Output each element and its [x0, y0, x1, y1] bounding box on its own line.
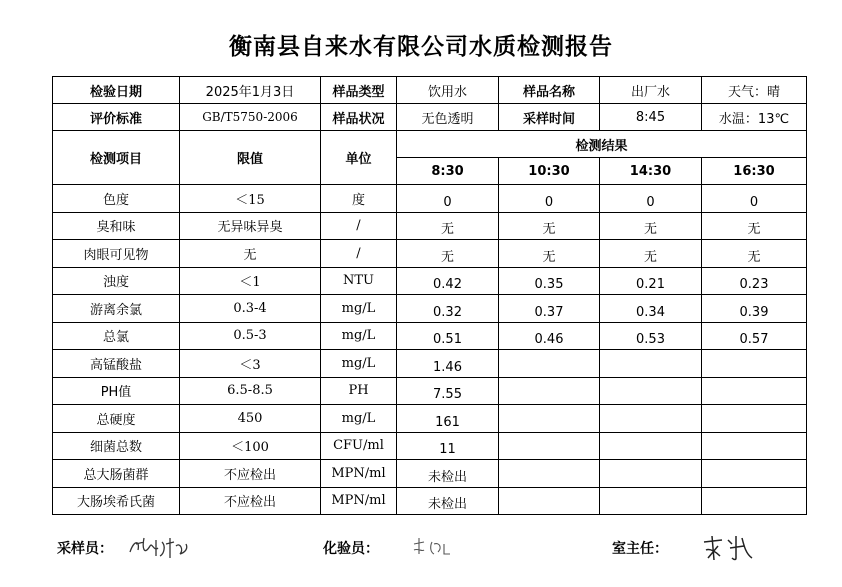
result-value: 无 [499, 240, 600, 268]
unit-value: mg/L [321, 350, 397, 378]
result-value [499, 350, 600, 378]
table-row [53, 240, 807, 268]
table-row [53, 405, 807, 433]
condition-label: 样品状况 [321, 104, 397, 131]
item-name: 总氯 [53, 322, 180, 350]
director-label: 室主任： [612, 541, 668, 557]
standard-value: GB/T5750-2006 [180, 104, 321, 131]
result-value [702, 487, 807, 515]
unit-value: MPN/ml [321, 487, 397, 515]
sample-type-label: 样品类型 [321, 77, 397, 104]
header-time: 14:30 [600, 158, 702, 185]
limit-value: ＜15 [180, 185, 321, 213]
result-value: 7.55 [397, 377, 499, 405]
result-value [702, 460, 807, 488]
result-value: 1.46 [397, 350, 499, 378]
result-value [702, 350, 807, 378]
item-name: PH值 [53, 377, 180, 405]
standard-label: 评价标准 [53, 104, 180, 131]
limit-value: ＜3 [180, 350, 321, 378]
result-value [702, 432, 807, 460]
report-title: 衡南县自来水有限公司水质检测报告 [229, 34, 613, 60]
result-value: 无 [600, 212, 702, 240]
unit-value: mg/L [321, 295, 397, 323]
result-value: 0 [499, 185, 600, 213]
sample-name-value: 出厂水 [600, 77, 702, 104]
item-name: 高锰酸盐 [53, 350, 180, 378]
header-time: 16:30 [702, 158, 807, 185]
result-value: 0.57 [702, 322, 807, 350]
result-value: 无 [499, 212, 600, 240]
item-name: 大肠埃希氏菌 [53, 487, 180, 515]
unit-value: PH [321, 377, 397, 405]
water-temperature: 水温：13℃ [702, 104, 807, 131]
sampling-time-value: 8:45 [600, 104, 702, 131]
limit-value: ＜1 [180, 267, 321, 295]
sample-name-label: 样品名称 [499, 77, 600, 104]
result-value: 161 [397, 405, 499, 433]
result-value: 0.32 [397, 295, 499, 323]
unit-value: / [321, 240, 397, 268]
unit-value: mg/L [321, 405, 397, 433]
limit-value: 不应检出 [180, 460, 321, 488]
limit-value: 0.3-4 [180, 295, 321, 323]
table-row [53, 377, 807, 405]
header-unit: 单位 [321, 131, 397, 185]
unit-value: CFU/ml [321, 432, 397, 460]
limit-value: 无异味异臭 [180, 212, 321, 240]
result-value [600, 487, 702, 515]
result-value [499, 432, 600, 460]
limit-value: 6.5-8.5 [180, 377, 321, 405]
sampler-label: 采样员： [57, 541, 113, 557]
meta-row-1 [53, 77, 807, 104]
result-value: 0.37 [499, 295, 600, 323]
result-value [499, 377, 600, 405]
item-name: 细菌总数 [53, 432, 180, 460]
header-limit: 限值 [180, 131, 321, 185]
table-row [53, 322, 807, 350]
date-label: 检验日期 [53, 77, 180, 104]
sample-type-value: 饮用水 [397, 77, 499, 104]
result-value [600, 460, 702, 488]
result-value: 无 [702, 212, 807, 240]
unit-value: NTU [321, 267, 397, 295]
item-name: 游离余氯 [53, 295, 180, 323]
result-value [600, 432, 702, 460]
table-row [53, 350, 807, 378]
result-value: 0.42 [397, 267, 499, 295]
table-row [53, 267, 807, 295]
item-name: 色度 [53, 185, 180, 213]
result-value: 0.53 [600, 322, 702, 350]
result-value: 0.21 [600, 267, 702, 295]
result-value [600, 377, 702, 405]
table-row [53, 460, 807, 488]
table-row [53, 487, 807, 515]
meta-row-2 [53, 104, 807, 131]
result-value [600, 350, 702, 378]
header-time: 8:30 [397, 158, 499, 185]
table-row [53, 212, 807, 240]
result-value [499, 487, 600, 515]
result-value: 无 [397, 212, 499, 240]
result-value [499, 405, 600, 433]
result-value: 无 [702, 240, 807, 268]
report-table [52, 76, 807, 515]
item-name: 臭和味 [53, 212, 180, 240]
table-row [53, 185, 807, 213]
data-rows [53, 185, 807, 515]
result-value: 0.39 [702, 295, 807, 323]
sampler-signature [126, 532, 190, 562]
sampling-time-label: 采样时间 [499, 104, 600, 131]
item-name: 总大肠菌群 [53, 460, 180, 488]
result-value [499, 460, 600, 488]
result-value: 0 [397, 185, 499, 213]
result-value: 11 [397, 432, 499, 460]
result-value: 未检出 [397, 487, 499, 515]
limit-value: ＜100 [180, 432, 321, 460]
header-item: 检测项目 [53, 131, 180, 185]
unit-value: MPN/ml [321, 460, 397, 488]
tester-label: 化验员： [323, 541, 379, 557]
table-row [53, 432, 807, 460]
item-name: 浊度 [53, 267, 180, 295]
item-name: 肉眼可见物 [53, 240, 180, 268]
limit-value: 450 [180, 405, 321, 433]
item-name: 总硬度 [53, 405, 180, 433]
result-value: 0.35 [499, 267, 600, 295]
weather: 天气：晴 [702, 77, 807, 104]
limit-value: 不应检出 [180, 487, 321, 515]
result-value: 无 [397, 240, 499, 268]
result-value: 0.34 [600, 295, 702, 323]
date-value: 2025年1月3日 [180, 77, 321, 104]
unit-value: 度 [321, 185, 397, 213]
result-value: 无 [600, 240, 702, 268]
result-value [702, 377, 807, 405]
director-signature [700, 532, 756, 564]
limit-value: 0.5-3 [180, 322, 321, 350]
header-results: 检测结果 [397, 131, 807, 158]
header-time: 10:30 [499, 158, 600, 185]
result-value: 0.23 [702, 267, 807, 295]
header-row-1 [53, 131, 807, 158]
table-row [53, 295, 807, 323]
result-value: 未检出 [397, 460, 499, 488]
result-value: 0.46 [499, 322, 600, 350]
result-value: 0 [600, 185, 702, 213]
tester-signature [410, 532, 454, 562]
unit-value: mg/L [321, 322, 397, 350]
result-value: 0 [702, 185, 807, 213]
result-value: 0.51 [397, 322, 499, 350]
result-value [702, 405, 807, 433]
limit-value: 无 [180, 240, 321, 268]
result-value [600, 405, 702, 433]
condition-value: 无色透明 [397, 104, 499, 131]
unit-value: / [321, 212, 397, 240]
signature-footer [0, 532, 842, 572]
